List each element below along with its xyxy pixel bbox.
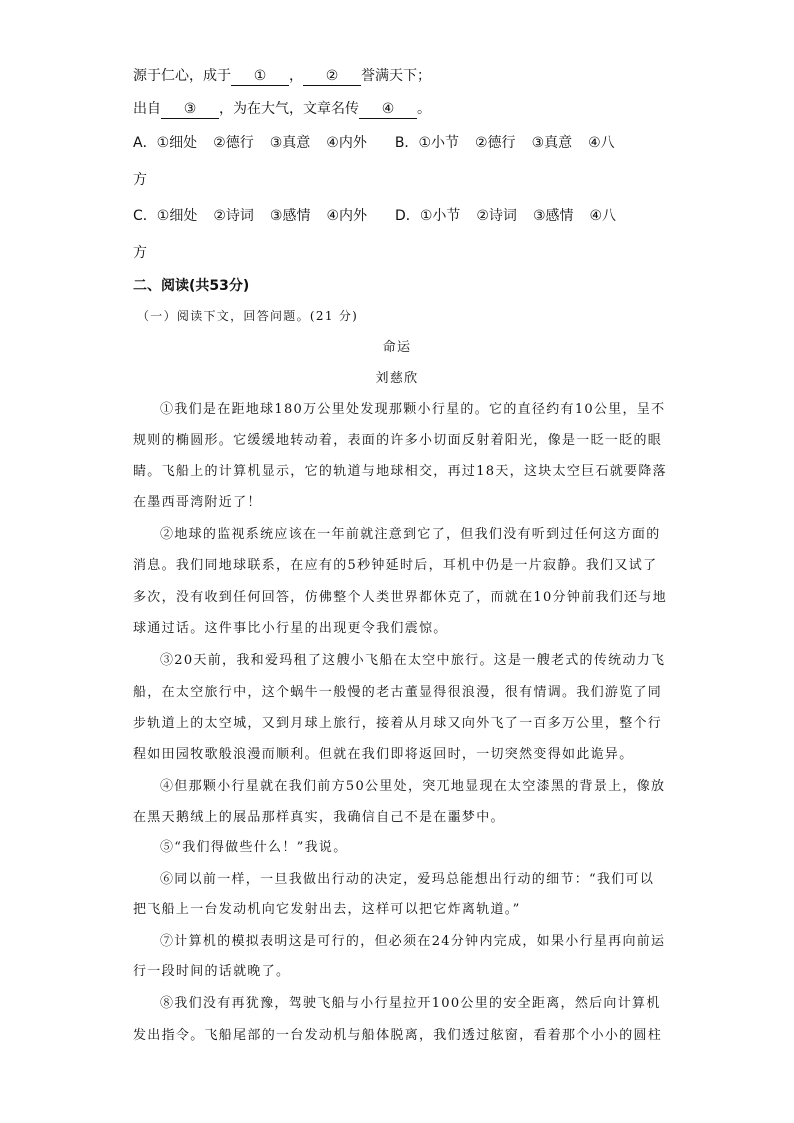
article-line: 多次，没有收到任何回答，仿佛整个人类世界都休克了，而就在10分钟前我们还与地 [133, 590, 667, 605]
fill-text: ，为在大气，文章名传 [219, 101, 359, 117]
blank-2: ② [303, 67, 361, 86]
fill-question-line-2 [133, 99, 431, 119]
blank-3: ③ [161, 100, 219, 119]
option-d-label: D． [395, 208, 420, 224]
article-line: 在墨西哥湾附近了！ [133, 495, 262, 510]
option-b-item: ①小节 [418, 135, 459, 151]
article-line: 把飞船上一台发动机向它发射出去，这样可以把它炸离轨道。” [133, 902, 521, 917]
option-d-item: ②诗词 [476, 208, 517, 224]
option-b-item: ②德行 [475, 135, 516, 151]
option-c-item: ③感情 [269, 208, 311, 224]
fill-text: 源于仁心，成于 [133, 68, 231, 84]
blank-1: ① [231, 67, 289, 86]
option-a-item: ④内外 [326, 135, 367, 151]
article-line: ②地球的监视系统应该在一年前就注意到它了，但我们没有听到过任何这方面的 [160, 527, 661, 542]
option-c-item: ④内外 [326, 208, 368, 224]
option-b-item: ④八 [588, 135, 615, 151]
article-line: ③20天前，我和爱玛租了这艘小飞船在太空中旅行。这是一艘老式的传统动力飞 [160, 653, 666, 668]
article-line: 行一段时间的话就晚了。 [133, 964, 291, 979]
article-line: 步轨道上的太空城，又到月球上旅行，接着从月球又向外飞了一百多万公里，整个行 [133, 716, 663, 731]
option-d-item: ①小节 [419, 208, 461, 224]
option-d-item: ④八 [589, 208, 617, 224]
option-a-label: A． [133, 135, 157, 151]
option-a-item: ①细处 [156, 135, 198, 151]
option-b-item: ③真意 [531, 135, 573, 151]
option-a-item: ②德行 [213, 135, 254, 151]
article-line: ⑦计算机的模拟表明这是可行的，但必须在24分钟内完成，如果小行星再向前运 [160, 934, 666, 949]
article-line: ⑤“我们得做些什么！”我说。 [160, 840, 348, 855]
article-author: 刘慈欣 [375, 371, 419, 386]
article-line: 消息。我们同地球联系，在应有的5秒钟延时后，耳机中仍是一片寂静。我们又试了 [133, 558, 658, 573]
options-row-ab [133, 133, 615, 153]
fill-text: 誉满天下； [361, 68, 431, 84]
option-b-label: B． [394, 135, 419, 151]
section-subheading: （一）阅读下文，回答问题。(21 分) [137, 309, 359, 323]
article-line: 发出指令。飞船尾部的一台发动机与船体脱离，我们透过舷窗，看着那个小小的圆柱 [133, 1028, 663, 1043]
article-line: 船，在太空旅行中，这个蜗牛一般慢的老古董显得很浪漫，很有情调。我们游览了同 [133, 685, 663, 700]
article-line: ①我们是在距地球180万公里处发现那颗小行星的。它的直径约有10公里，呈不 [160, 402, 666, 417]
option-d-wrap: 方 [133, 245, 147, 261]
article-title: 命运 [382, 340, 412, 355]
fill-question-line-1 [133, 66, 431, 86]
option-d-item: ③感情 [532, 208, 574, 224]
option-c-label: C． [133, 208, 157, 224]
article-line: 程如田园牧歌般浪漫而顺利。但就在我们即将返回时，一切突然变得如此诡异。 [133, 747, 634, 762]
article-line: 在黑天鹅绒上的展品那样真实，我确信自己不是在噩梦中。 [133, 810, 505, 825]
article-line: 球通过话。这件事比小行星的出现更令我们震惊。 [133, 621, 448, 636]
option-c-item: ②诗词 [213, 208, 254, 224]
section-heading: 二、阅读(共53分) [133, 278, 250, 294]
fill-text: 。 [417, 101, 431, 117]
blank-4: ④ [359, 100, 417, 119]
fill-text: ， [289, 68, 303, 84]
article-line: ④但那颗小行星就在我们前方50公里处，突兀地显现在太空漆黑的背景上，像放 [160, 779, 666, 794]
option-a-item: ③真意 [269, 135, 311, 151]
article-line: 睛。飞船上的计算机显示，它的轨道与地球相交，再过18天，这块太空巨石就要降落 [133, 464, 667, 479]
options-row-cd [133, 206, 616, 226]
fill-text: 出自 [133, 101, 161, 117]
option-b-wrap: 方 [133, 172, 147, 188]
option-c-item: ①细处 [156, 208, 198, 224]
article-line: ⑧我们没有再犹豫，驾驶飞船与小行星拉开100公里的安全距离，然后向计算机 [160, 996, 661, 1011]
article-line: 规则的椭圆形。它缓缓地转动着，表面的许多小切面反射着阳光，像是一眨一眨的眼 [133, 433, 663, 448]
article-line: ⑥同以前一样，一旦我做出行动的决定，爱玛总能想出行动的细节：“我们可以 [160, 872, 655, 887]
